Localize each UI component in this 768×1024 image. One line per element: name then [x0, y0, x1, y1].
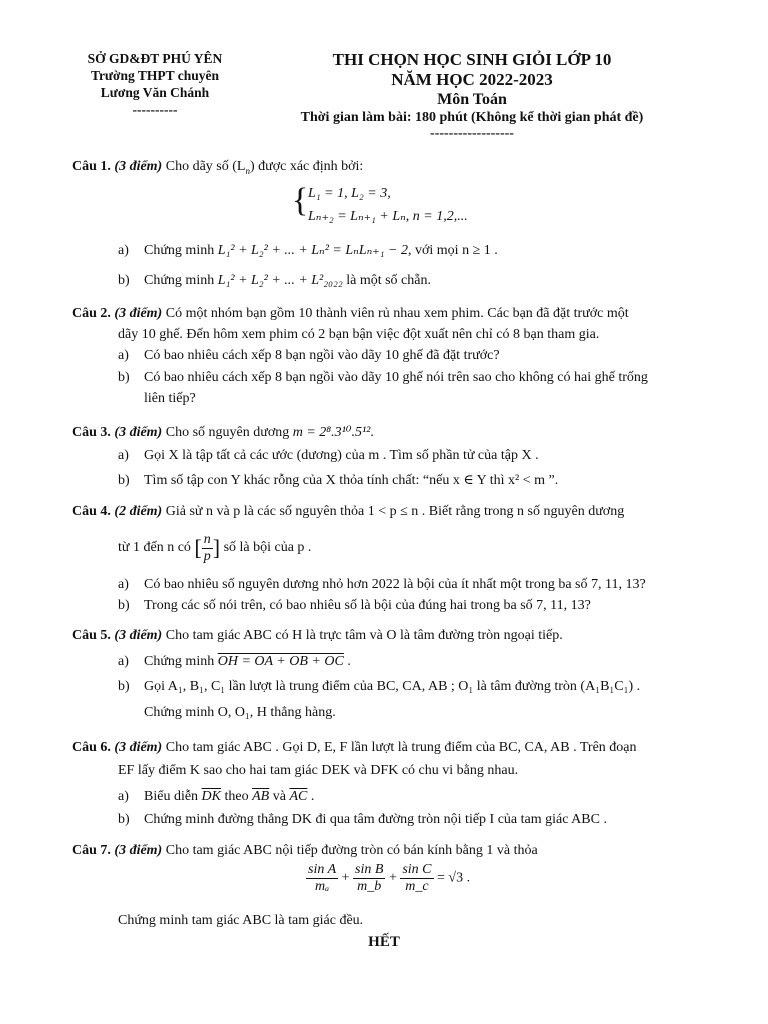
fraction-denominator: m_b	[357, 879, 382, 894]
question-text: Cho dãy số (L	[162, 159, 246, 174]
question-2b	[118, 367, 718, 388]
question-label: Câu 5.	[72, 628, 111, 643]
question-2a	[118, 345, 718, 366]
school-name: Trường THPT chuyên	[90, 68, 220, 83]
question-label: Câu 6.	[72, 740, 111, 755]
question-5	[72, 625, 722, 646]
question-6-cont: EF lấy điểm K sao cho hai tam giác DEK và DFK có chu vi bằng nhau.	[118, 763, 519, 778]
question-3: Câu 3. (3 điểm) Cho số nguyên dương m = 2⁸.3¹⁰.5¹².	[72, 425, 374, 440]
item-letter: b)	[118, 273, 130, 288]
fraction-b	[353, 862, 385, 895]
question-text: Có một nhóm bạn gồm 10 thành viên rủ nhau xem phim. Các bạn đã đặt trước một	[162, 306, 629, 321]
fraction-numerator: sin A	[308, 862, 337, 877]
question-2b-cont: liên tiếp?	[144, 391, 196, 406]
title-divider: ------------------	[430, 126, 514, 141]
question-text: Cho tam giác ABC có H là trực tâm và O là tâm đường tròn ngoại tiếp.	[162, 628, 563, 643]
item-text: Biểu diễn	[144, 789, 199, 804]
item-text-and: và	[269, 789, 290, 804]
question-text: Cho số nguyên dương	[162, 425, 290, 440]
item-letter: a)	[118, 448, 129, 463]
question-points: (3 điểm)	[114, 740, 163, 755]
school-block	[60, 50, 250, 118]
vector-expression: OH = OA + OB + OC	[217, 654, 344, 669]
exam-title-block	[262, 50, 682, 141]
item-letter: a)	[118, 348, 129, 363]
item-letter: b)	[118, 812, 130, 827]
question-3b	[118, 470, 718, 491]
question-1a	[118, 240, 718, 261]
vector-dk: $\overline{DK}$	[201, 789, 221, 804]
end-marker: HẾT	[368, 934, 400, 950]
fraction-denominator: m_c	[405, 879, 429, 894]
question-points: (3 điểm)	[114, 628, 163, 643]
item-text-mid: theo	[221, 789, 253, 804]
department-name: SỞ GD&ĐT PHÚ YÊN	[87, 51, 223, 66]
item-text: Tìm số tập con Y khác rỗng của X thỏa tính chất: “nếu x ∈ Y thì x² < m ”.	[144, 473, 559, 488]
system-line-2: Lₙ₊₂ = Lₙ₊₁ + Lₙ, n = 1,2,...	[308, 209, 468, 224]
vector-ab: $\overline{AB}$	[252, 789, 270, 804]
item-letter: b)	[118, 598, 130, 613]
question-5b	[118, 676, 718, 697]
exam-title: THI CHỌN HỌC SINH GIỎI LỚP 10	[332, 50, 612, 69]
item-letter: a)	[118, 789, 129, 804]
item-text: Chứng minh	[144, 273, 215, 288]
question-points: (3 điểm)	[114, 843, 163, 858]
question-2	[72, 303, 722, 324]
school-year: NĂM HỌC 2022-2023	[391, 70, 553, 89]
question-label: Câu 4.	[72, 504, 111, 519]
item-text: Gọi A₁, B₁, C₁ lần lượt là trung điểm của BC, CA, AB ; O₁ là tâm đường tròn (A₁B₁C₁) .	[144, 679, 641, 694]
item-text-end: là một số chẵn.	[342, 273, 431, 288]
subject: Môn Toán	[437, 91, 507, 108]
item-text-end: , với mọi n ≥ 1 .	[408, 243, 498, 258]
question-4	[72, 501, 722, 522]
fraction-denominator: p	[203, 548, 211, 564]
vector-ac: $\overline{AC}$	[289, 789, 308, 804]
question-text: Cho tam giác ABC . Gọi D, E, F lần lượt là trung điểm của BC, CA, AB . Trên đoạn	[162, 740, 637, 755]
system-brace: {	[292, 182, 309, 219]
question-text: Giả sử n và p là các số nguyên thỏa 1 < p ≤ n . Biết rằng trong n số nguyên dương	[162, 504, 625, 519]
item-text: Có bao nhiêu số nguyên dương nhỏ hơn 2022 là bội của ít nhất một trong ba số 7, 11, 13?	[144, 577, 646, 592]
question-label: Câu 3.	[72, 425, 111, 440]
question-6	[72, 737, 722, 758]
floor-fraction	[202, 532, 213, 565]
question-5b-cont: Chứng minh O, O₁, H thẳng hàng.	[144, 705, 336, 720]
item-letter: b)	[118, 473, 130, 488]
question-5a: a) Chứng minh OH = OA + OB + OC .	[118, 651, 718, 672]
question-6a: a) Biểu diễn $\overline{DK}$ theo $\overline{AB}$ và $\overline{AC}$ .	[118, 786, 718, 807]
fraction-numerator: n	[203, 531, 211, 547]
item-letter: a)	[118, 243, 129, 258]
question-label: Câu 7.	[72, 843, 111, 858]
item-letter: a)	[118, 654, 129, 669]
fraction-numerator: sin C	[402, 862, 432, 877]
question-7-conclusion: Chứng minh tam giác ABC là tam giác đều.	[118, 913, 364, 928]
item-text: Chứng minh	[144, 654, 215, 669]
question-1b	[118, 270, 718, 291]
item-text: Chứng minh đường thẳng DK đi qua tâm đường tròn nội tiếp I của tam giác ABC .	[144, 812, 607, 827]
item-letter: b)	[118, 679, 130, 694]
question-7	[72, 840, 722, 861]
item-text: Có bao nhiêu cách xếp 8 bạn ngồi vào dãy 10 ghế nói trên sao cho không có hai ghế trống	[144, 370, 648, 385]
question-text: từ 1 đến n có	[118, 540, 191, 556]
question-7-equation: $\frac{\text{sin A}}{\text{mₐ}}$ + $\frac{\text{sin B}}{m\_b}$ + $\frac{\text{sin C}}{m\_c}$ = √3 .	[308, 862, 471, 894]
question-points: (3 điểm)	[114, 306, 163, 321]
question-4b	[118, 595, 718, 616]
question-text-end: số là bội của p .	[220, 540, 312, 556]
fraction-c	[400, 862, 433, 895]
question-label: Câu 1.	[72, 159, 111, 174]
school-name-2: Lương Văn Chánh	[100, 85, 210, 100]
question-points: (3 điểm)	[114, 159, 163, 174]
question-1: Câu 1. (3 điểm) Cho dãy số $(L_n)$ được xác định bởi:	[72, 159, 364, 176]
time-limit: Thời gian làm bài: 180 phút (Không kể thời gian phát đề)	[300, 110, 644, 125]
item-text: Chứng minh	[144, 243, 215, 258]
item-expression: L₁² + L₂² + ... + L²₂₀₂₂	[217, 273, 343, 288]
question-points: (2 điểm)	[114, 504, 163, 519]
question-text: Cho tam giác ABC nội tiếp đường tròn có bán kính bằng 1 và thỏa	[162, 843, 538, 858]
item-letter: b)	[118, 370, 130, 385]
question-4-cont: từ 1 đến n có [ $\frac{n}{p}$ ] số là bội của p .	[118, 531, 312, 564]
item-letter: a)	[118, 577, 129, 592]
question-expression: m = 2⁸.3¹⁰.5¹²	[292, 425, 371, 440]
question-label: Câu 2.	[72, 306, 111, 321]
school-divider: ----------	[132, 102, 178, 117]
question-2-cont: dãy 10 ghế. Đến hôm xem phim có 2 bạn bận việc đột xuất nên chỉ có 8 bạn tham gia.	[118, 327, 600, 342]
question-4a	[118, 574, 718, 595]
item-text: Có bao nhiêu cách xếp 8 bạn ngồi vào dãy 10 ghế đã đặt trước?	[144, 348, 500, 363]
equation-rhs: = √3 .	[437, 870, 471, 886]
question-points: (3 điểm)	[114, 425, 163, 440]
fraction-numerator: sin B	[355, 862, 384, 877]
fraction-a	[306, 862, 338, 895]
fraction-denominator: mₐ	[314, 879, 330, 894]
system-line-1: L₁ = 1, L₂ = 3,	[308, 186, 391, 201]
exam-header	[0, 50, 768, 160]
item-text: Trong các số nói trên, có bao nhiêu số là bội của đúng hai trong ba số 7, 11, 13?	[144, 598, 591, 613]
question-6b	[118, 809, 718, 830]
question-3a	[118, 445, 718, 466]
question-text-end: ) được xác định bởi:	[249, 159, 364, 174]
item-expression: L₁² + L₂² + ... + Lₙ² = LₙLₙ₊₁ − 2	[217, 243, 408, 258]
item-text: Gọi X là tập tất cả các ước (dương) của m . Tìm số phần tử của tập X .	[144, 448, 539, 463]
